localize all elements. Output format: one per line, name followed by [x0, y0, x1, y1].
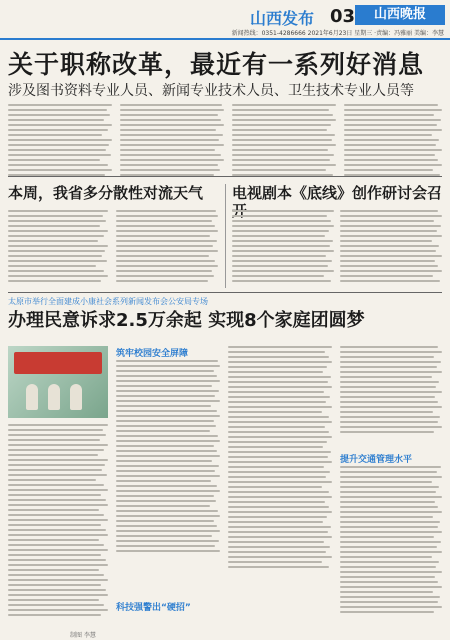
- tv-col-1: [232, 210, 334, 285]
- section-head: 提升交通管理水平: [340, 455, 413, 465]
- bottom-col-3: [228, 346, 332, 571]
- bottom-col-4b: [340, 466, 442, 616]
- top-story-col-4: [344, 104, 442, 179]
- illustration-figure: [70, 384, 82, 410]
- divider-middle: [225, 184, 226, 288]
- top-story-col-3: [232, 104, 336, 179]
- divider-top: [8, 176, 442, 177]
- section-title: 山西发布: [250, 9, 315, 28]
- tv-headline: 电视剧本《底线》创作研讨会召开: [232, 184, 443, 220]
- bottom-col-2: [116, 360, 220, 555]
- top-headline: 关于职称改革，最近有一系列好消息: [8, 50, 425, 79]
- weather-headline: 本周，我省多分散性对流天气: [8, 184, 204, 202]
- page-number: 03: [330, 6, 356, 27]
- photo-credit: 制图 李慧: [70, 632, 96, 639]
- section-head: 科技强警出“硬招”: [116, 603, 191, 613]
- divider-bottom: [8, 292, 442, 293]
- illustration-figure: [26, 384, 38, 410]
- masthead: [0, 0, 450, 40]
- bottom-col-1: [8, 424, 108, 619]
- top-story-col-1: [8, 104, 112, 179]
- weather-col-1: [8, 210, 108, 285]
- bottom-headline: 办理民意诉求2.5万余起 实现8个家庭团圆梦: [8, 310, 365, 331]
- illustration-banner: [14, 352, 102, 374]
- illustration-photo: [8, 346, 108, 418]
- top-subheadline: 涉及图书资料专业人员、新闻专业技术人员、卫生技术专业人员等: [8, 83, 414, 99]
- tv-col-2: [340, 210, 442, 285]
- newspaper-brand: 山西晚报: [355, 5, 445, 25]
- top-story-col-2: [120, 104, 224, 179]
- section-head: 筑牢校园安全屏障: [116, 349, 189, 359]
- bottom-kicker: 太原市举行全面建成小康社会系列新闻发布会公安局专场: [8, 297, 208, 306]
- bottom-col-4: [340, 346, 442, 436]
- weather-col-2: [116, 210, 218, 285]
- header-meta: 新闻热线：0351-4286666 2021年6月23日 星期三 ·责编：冯雅丽 美编：李慧: [231, 30, 444, 37]
- illustration-figure: [48, 384, 60, 410]
